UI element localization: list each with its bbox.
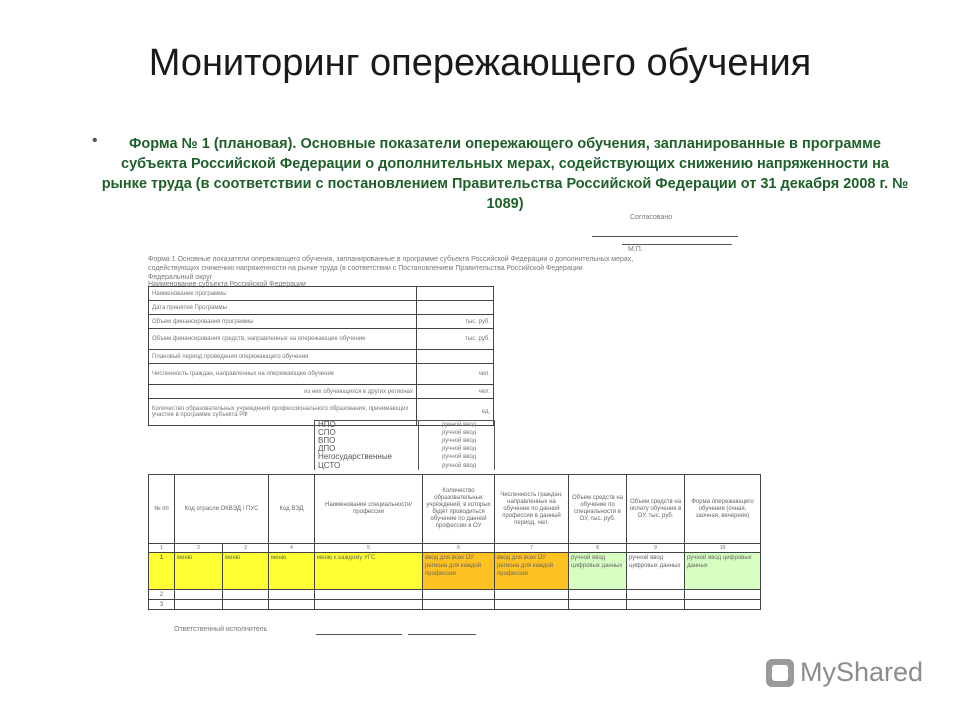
level-label: Негосударственные	[318, 452, 393, 461]
row-label: из них обучающихся в других регионах	[149, 385, 417, 399]
column-header: № пп	[149, 475, 175, 544]
table-cell	[269, 600, 315, 610]
bullet-marker: •	[92, 132, 98, 149]
level-label: ВПО	[318, 436, 336, 445]
table-cell	[569, 600, 627, 610]
level-value: ручной ввод	[442, 463, 477, 469]
column-number: 9	[627, 544, 685, 553]
table-cell: ввод для всех ОУ региона для каждой профессии	[495, 553, 569, 590]
row-value	[417, 301, 494, 315]
column-number: 10	[685, 544, 761, 553]
table-cell	[223, 600, 269, 610]
signature-line	[408, 634, 476, 635]
column-number: 8	[569, 544, 627, 553]
table-row	[149, 553, 761, 590]
row-label: Численность граждан, направленных на опережающее обучение	[149, 364, 417, 385]
column-number: 3	[223, 544, 269, 553]
row-value: чел.	[417, 364, 494, 385]
level-label: НПО	[318, 420, 336, 429]
approval-label: Согласовано	[630, 214, 673, 221]
signature-label: Ответственный исполнитель	[174, 626, 268, 633]
form-header-line: Форма 1 Основные показатели опережающего обучения, запланированные в программе субъекта Российской Федерации о дополнительных мерах,	[148, 256, 634, 263]
level-border	[314, 420, 315, 470]
row-label: Плановый период проведения опережающего обучения	[149, 350, 417, 364]
table-cell	[315, 600, 423, 610]
column-number: 2	[175, 544, 223, 553]
table-row	[149, 329, 494, 350]
column-header: Объем средств на обучение по специальности в ОУ, тыс. руб.	[569, 475, 627, 544]
row-value: тыс. руб.	[417, 315, 494, 329]
approval-line	[622, 244, 732, 245]
bullet-text: Форма № 1 (плановая). Основные показатели опережающего обучения, запланированные в программе субъекта Российской Федерации о дополнительных мерах, содействующих снижению напряженности на рынке труда (в соответствии с постановлением Правительства Российской Федерации от 31 декабря 2008 г. № 1089)	[101, 136, 909, 212]
row-label: Дата принятия Программы	[149, 301, 417, 315]
table-cell	[175, 590, 223, 600]
table-cell	[495, 600, 569, 610]
stamp-label: М.П.	[628, 246, 643, 253]
row-number: 2	[149, 590, 175, 600]
table-cell	[569, 590, 627, 600]
bullet-item	[92, 134, 910, 214]
table-cell	[685, 600, 761, 610]
level-label: ДПО	[318, 444, 336, 453]
table-cell	[315, 590, 423, 600]
table-row	[149, 301, 494, 315]
row-label: Объем финансирования программы	[149, 315, 417, 329]
table-cell: ввод для всех ОУ региона для каждой профессии	[423, 553, 495, 590]
table-cell	[423, 600, 495, 610]
column-header: Код отрасли ОКВЭД / ПУС	[175, 475, 269, 544]
table-cell	[423, 590, 495, 600]
table-cell	[685, 590, 761, 600]
table-row	[149, 385, 494, 399]
table-cell: меню	[269, 553, 315, 590]
signature-line	[316, 634, 402, 635]
table-row	[149, 350, 494, 364]
slide-title: Мониторинг опережающего обучения	[148, 42, 812, 84]
table-cell: ручной ввод цифровых данных	[627, 553, 685, 590]
column-number: 4	[269, 544, 315, 553]
table-row	[149, 600, 761, 610]
watermark-text: MyShared	[800, 657, 924, 687]
column-header: Форма опережающего обучения (очная, заочная, вечерняя)	[685, 475, 761, 544]
table-cell	[223, 590, 269, 600]
level-value: ручной ввод	[442, 438, 477, 444]
row-label: Количество образовательных учреждений профессионального образования, принимающих участие в программе субъекта РФ	[149, 399, 417, 426]
row-value: тыс. руб.	[417, 329, 494, 350]
row-label: Объем финансирования средств, направленных на опережающее обучение	[149, 329, 417, 350]
column-header: Наименование специальности/профессии	[315, 475, 423, 544]
column-number: 6	[423, 544, 495, 553]
row-number: 1	[149, 553, 175, 590]
column-header: Объем средств на оплату обучения в ОУ, тыс. руб.	[627, 475, 685, 544]
scanned-form	[130, 212, 770, 642]
table-cell: ручной ввод цифровых данных	[685, 553, 761, 590]
form-header-line: содействующих снижению напряженности на рынке труда (в соответствии с Постановлением Правительства Российской Федерации	[148, 265, 583, 272]
level-border	[494, 420, 495, 470]
table-cell	[627, 600, 685, 610]
table-row	[149, 590, 761, 600]
level-border	[418, 420, 419, 470]
table-cell	[495, 590, 569, 600]
table-cell	[627, 590, 685, 600]
column-number: 7	[495, 544, 569, 553]
level-label: ЦСТО	[318, 461, 341, 470]
program-info-table	[148, 286, 494, 426]
column-header: Численность граждан, направленных на обучение по данной профессии в данный период, чел.	[495, 475, 569, 544]
table-header-row	[149, 475, 761, 544]
row-label: Наименование программы	[149, 287, 417, 301]
table-cell: ручной ввод цифровых данных	[569, 553, 627, 590]
approval-line	[592, 236, 738, 237]
row-value	[417, 350, 494, 364]
table-row	[149, 364, 494, 385]
table-cell	[175, 600, 223, 610]
column-number-row	[149, 544, 761, 553]
table-row	[149, 315, 494, 329]
region-label: Федеральный округ	[148, 274, 213, 281]
table-cell	[269, 590, 315, 600]
column-header: Код ВЭД	[269, 475, 315, 544]
level-value: ручной ввод	[442, 430, 477, 436]
table-row	[149, 287, 494, 301]
subject-label: Наименование субъекта Российской Федерации	[148, 281, 306, 288]
table-cell: меню	[223, 553, 269, 590]
table-cell: меню	[175, 553, 223, 590]
row-number: 3	[149, 600, 175, 610]
row-value: ед.	[417, 399, 494, 426]
level-value: ручной ввод	[442, 446, 477, 452]
row-value: чел.	[417, 385, 494, 399]
column-header: Количество образовательных учреждений, в которых будет проводиться обучение по данной профессии в ОУ	[423, 475, 495, 544]
row-value	[417, 287, 494, 301]
column-number: 1	[149, 544, 175, 553]
level-value: ручной ввод	[442, 422, 477, 428]
table-cell: меню к каждому УГС	[315, 553, 423, 590]
level-value: ручной ввод	[442, 454, 477, 460]
column-number: 5	[315, 544, 423, 553]
profession-table	[148, 474, 761, 610]
watermark-logo-icon	[766, 659, 794, 687]
watermark	[766, 655, 930, 695]
level-label: СПО	[318, 428, 336, 437]
